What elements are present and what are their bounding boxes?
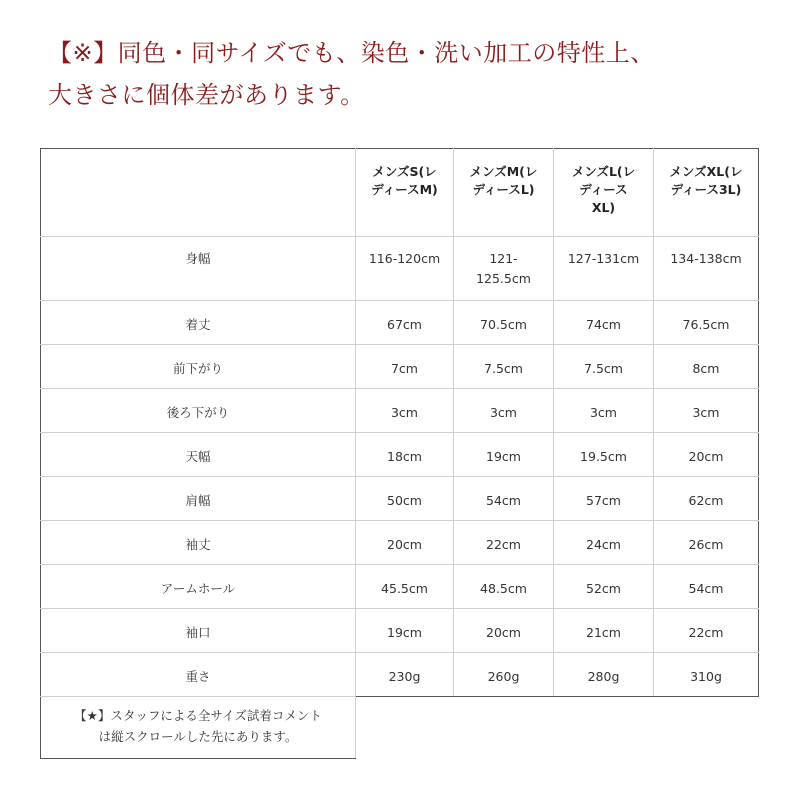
cell-line: ディース3L) xyxy=(670,182,742,197)
cell-line: 70.5cm xyxy=(480,317,527,332)
size-value xyxy=(454,237,554,301)
cell-line: 230g xyxy=(388,669,421,684)
cell-line: 260g xyxy=(487,669,520,684)
size-value xyxy=(356,477,454,521)
table-row xyxy=(41,389,759,433)
size-value xyxy=(356,609,454,653)
size-value xyxy=(654,389,759,433)
cell-line: 62cm xyxy=(688,493,724,508)
cell-line: 74cm xyxy=(586,317,621,332)
cell-line: 20cm xyxy=(387,537,422,552)
cell-line: メンズL(レ xyxy=(571,164,636,179)
size-value xyxy=(654,301,759,345)
cell-line: 50cm xyxy=(387,493,422,508)
table-row xyxy=(41,301,759,345)
cell-line: 52cm xyxy=(586,581,621,596)
row-label: 着丈 xyxy=(41,301,356,345)
cell-line: メンズXL(レ xyxy=(669,164,743,179)
row-label: 重さ xyxy=(41,653,356,697)
cell-line: 26cm xyxy=(688,537,724,552)
size-value xyxy=(554,477,654,521)
cell-line: 45.5cm xyxy=(381,581,428,596)
size-value xyxy=(554,237,654,301)
cell-line: 8cm xyxy=(692,361,720,376)
row-label: 天幅 xyxy=(41,433,356,477)
size-value xyxy=(554,609,654,653)
size-variation-notice xyxy=(48,32,788,116)
cell-line: 280g xyxy=(587,669,620,684)
cell-line: 54cm xyxy=(688,581,724,596)
cell-line: 76.5cm xyxy=(682,317,730,332)
row-label: アームホール xyxy=(41,565,356,609)
row-label: 後ろ下がり xyxy=(41,389,356,433)
size-header-3 xyxy=(554,149,654,237)
size-value xyxy=(454,477,554,521)
size-value xyxy=(454,609,554,653)
cell-line: ディースM) xyxy=(371,182,438,197)
blank-area xyxy=(356,697,759,759)
cell-line: 57cm xyxy=(586,493,621,508)
cell-line: ディース xyxy=(579,182,628,197)
cell-line: メンズS(レ xyxy=(372,164,437,179)
corner-cell xyxy=(41,149,356,237)
cell-line: 3cm xyxy=(692,405,720,420)
row-label: 袖丈 xyxy=(41,521,356,565)
size-value xyxy=(554,301,654,345)
size-value xyxy=(554,521,654,565)
cell-line: 18cm xyxy=(387,449,422,464)
size-value xyxy=(654,237,759,301)
cell-line: 3cm xyxy=(390,405,418,420)
size-value xyxy=(654,345,759,389)
size-value xyxy=(356,433,454,477)
size-header-1 xyxy=(356,149,454,237)
table-row xyxy=(41,521,759,565)
size-value xyxy=(356,653,454,697)
table-row xyxy=(41,237,759,301)
cell-line: 310g xyxy=(690,669,722,684)
table-row xyxy=(41,609,759,653)
cell-line: 19cm xyxy=(387,625,422,640)
size-value xyxy=(654,565,759,609)
cell-line: 67cm xyxy=(387,317,422,332)
cell-line: 125.5cm xyxy=(476,271,531,286)
size-value xyxy=(454,565,554,609)
size-value xyxy=(654,433,759,477)
size-value xyxy=(654,521,759,565)
row-label: 前下がり xyxy=(41,345,356,389)
size-value xyxy=(654,653,759,697)
notice-line-1: 【※】同色・同サイズでも、染色・洗い加工の特性上、 xyxy=(48,39,655,67)
header-row xyxy=(41,149,759,237)
row-label: 肩幅 xyxy=(41,477,356,521)
cell-line: 24cm xyxy=(586,537,621,552)
row-label: 袖口 xyxy=(41,609,356,653)
size-value xyxy=(356,301,454,345)
cell-line: 22cm xyxy=(486,537,521,552)
cell-line: 121- xyxy=(489,251,518,266)
size-value xyxy=(356,521,454,565)
row-label: 身幅 xyxy=(41,237,356,301)
table-row xyxy=(41,653,759,697)
notice-line-2: 大きさに個体差があります。 xyxy=(48,81,365,109)
size-value xyxy=(654,609,759,653)
size-value xyxy=(356,237,454,301)
cell-line: 3cm xyxy=(589,405,617,420)
size-value xyxy=(454,301,554,345)
cell-line: 19.5cm xyxy=(580,449,627,464)
footer-row xyxy=(41,697,759,759)
cell-line: メンズM(レ xyxy=(469,164,538,179)
cell-line: 19cm xyxy=(486,449,521,464)
size-value xyxy=(356,345,454,389)
cell-line: 20cm xyxy=(486,625,521,640)
size-chart-table xyxy=(40,148,759,759)
cell-line: は縦スクロールした先にあります。 xyxy=(98,729,298,744)
table-row xyxy=(41,565,759,609)
cell-line: 7.5cm xyxy=(484,361,523,376)
size-header-4 xyxy=(654,149,759,237)
size-value xyxy=(356,565,454,609)
cell-line: 116-120cm xyxy=(368,251,441,266)
cell-line: XL) xyxy=(591,200,616,215)
cell-line: ディースL) xyxy=(472,182,535,197)
size-value xyxy=(356,389,454,433)
size-header-2 xyxy=(454,149,554,237)
size-value xyxy=(654,477,759,521)
cell-line: 20cm xyxy=(688,449,724,464)
size-value xyxy=(554,389,654,433)
staff-comment-note xyxy=(41,697,356,759)
size-value xyxy=(454,345,554,389)
size-value xyxy=(554,653,654,697)
size-value xyxy=(454,653,554,697)
size-value xyxy=(554,433,654,477)
size-value xyxy=(454,521,554,565)
cell-line: 【★】スタッフによる全サイズ試着コメント xyxy=(74,708,322,723)
cell-line: 3cm xyxy=(489,405,517,420)
size-value xyxy=(554,565,654,609)
cell-line: 127-131cm xyxy=(567,251,640,266)
table-row xyxy=(41,433,759,477)
cell-line: 7cm xyxy=(390,361,418,376)
cell-line: 21cm xyxy=(586,625,621,640)
cell-line: 134-138cm xyxy=(670,251,742,266)
table-row xyxy=(41,477,759,521)
cell-line: 48.5cm xyxy=(480,581,527,596)
size-value xyxy=(454,389,554,433)
cell-line: 7.5cm xyxy=(584,361,623,376)
cell-line: 54cm xyxy=(486,493,521,508)
table-row xyxy=(41,345,759,389)
size-value xyxy=(554,345,654,389)
size-value xyxy=(454,433,554,477)
cell-line: 22cm xyxy=(688,625,724,640)
